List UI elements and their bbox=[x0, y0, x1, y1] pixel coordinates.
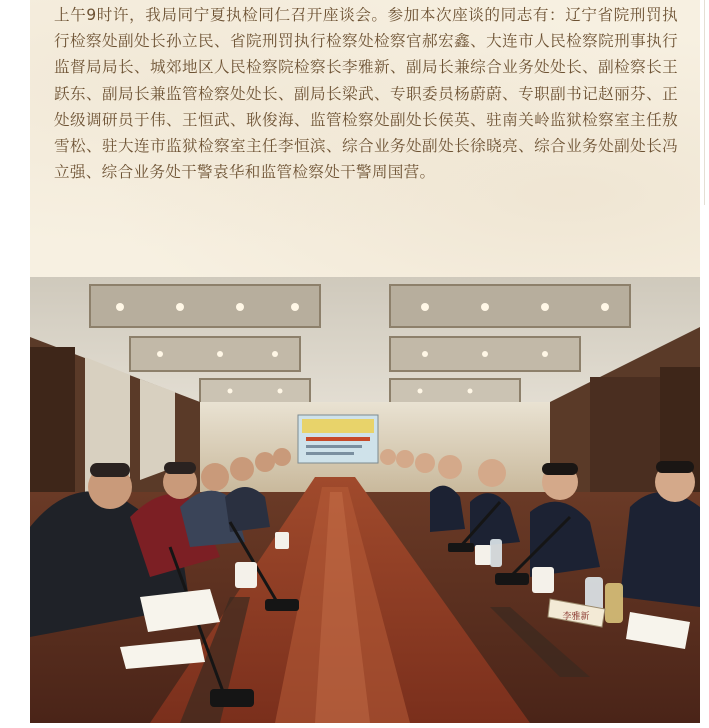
meeting-room-illustration bbox=[30, 277, 700, 723]
ceiling-coffer bbox=[390, 379, 520, 403]
screen-banner bbox=[302, 419, 374, 433]
meeting-photo bbox=[30, 277, 700, 723]
nameplate-label: 李雅新 bbox=[562, 612, 590, 622]
page-edge-rule bbox=[704, 0, 705, 205]
ceiling-coffer bbox=[200, 379, 310, 403]
ceiling-coffer bbox=[90, 285, 320, 327]
article-paragraph: 上午9时许，我局同宁夏执检同仁召开座谈会。参加本次座谈的同志有：辽宁省院刑罚执行检察处副处长孙立民、省院刑罚执行检察处检察官郝宏鑫、大连市人民检察院刑事执行监督局局长、城郊地区人民检察院检察长李雅新、副局长兼综合业务处处长、副检察长王跃东、副局长兼监管检察处处长、副局长梁武、专职委员杨蔚蔚、专职副书记赵丽芬、正处级调研员于伟、王恒武、耿俊海、监管检察处副处长侯英、驻南关岭监狱检察室主任敖雪松、驻大连市监狱检察室主任李恒滨、综合业务处副处长徐晓亮、综合业务处副处长冯立强、综合业务处干警袁华和监管检察处干警周国营。 bbox=[54, 6, 678, 182]
screen-text-line bbox=[306, 452, 354, 455]
screen-text-line bbox=[306, 437, 370, 441]
screen-text-line bbox=[306, 445, 362, 448]
